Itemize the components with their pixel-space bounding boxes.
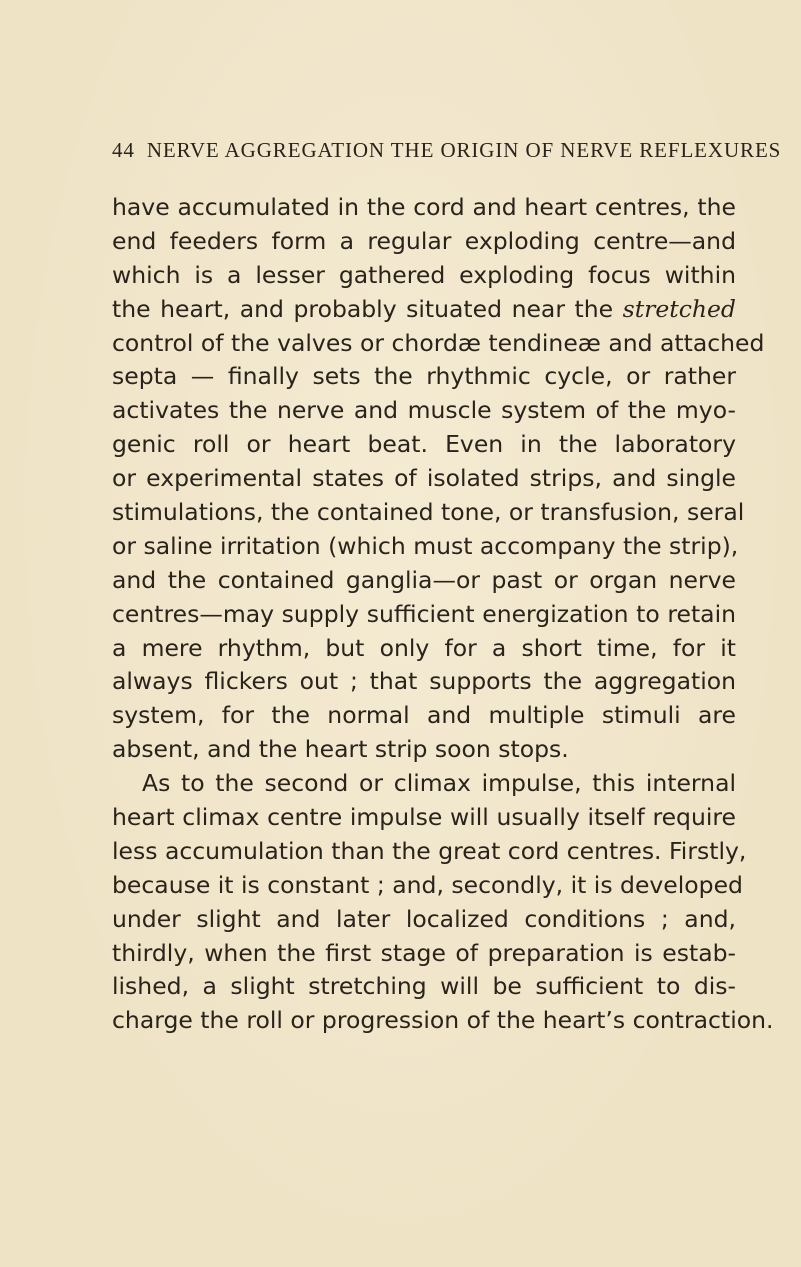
text-line-20: less accumulation than the great cord centres. Firstly, [112, 836, 747, 865]
text-line-19: heart climax centre impulse will usually itself require [112, 803, 736, 832]
text-line-17: absent, and the heart strip soon stops. [112, 735, 569, 764]
text-line-21: because it is constant ; and, secondly, it is developed [112, 870, 743, 899]
page-number: 44 [112, 138, 135, 162]
text-line-8: genic roll or heart beat. Even in the laboratory [112, 430, 736, 459]
text-line-3: which is a lesser gathered exploding focus within [112, 260, 736, 289]
text-line-4-prefix: the heart, and probably situated near the [112, 294, 614, 323]
text-line-14: a mere rhythm, but only for a short time, for it [112, 633, 736, 662]
text-line-18: As to the second or climax impulse, this internal [142, 769, 736, 798]
text-line-22: under slight and later localized conditions ; and, [112, 904, 736, 933]
italic-word-stretched: stretched [622, 294, 736, 323]
running-head [112, 138, 782, 163]
text-line-5: control of the valves or chordæ tendineæ and attached [112, 328, 765, 357]
text-line-2: end feeders form a regular exploding centre—and [112, 226, 736, 255]
text-line-23: thirdly, when the first stage of preparation is estab- [112, 938, 736, 967]
text-line-15: always flickers out ; that supports the aggregation [112, 667, 736, 696]
running-title: NERVE AGGREGATION THE ORIGIN OF NERVE REFLEXURES [146, 138, 782, 162]
body-text [112, 191, 774, 1038]
text-line-7: activates the nerve and muscle system of the myo- [112, 396, 736, 425]
text-line-12: and the contained ganglia—or past or organ nerve [112, 565, 736, 594]
text-line-11: or saline irritation (which must accompany the strip), [112, 531, 739, 560]
text-line-13: centres—may supply sufficient energization to retain [112, 599, 736, 628]
text-line-10: stimulations, the contained tone, or transfusion, seral [112, 498, 745, 527]
text-line-9: or experimental states of isolated strips, and single [112, 464, 736, 493]
text-line-24: lished, a slight stretching will be sufficient to dis- [112, 972, 736, 1001]
text-line-25: charge the roll or progression of the heart’s contraction. [112, 1006, 774, 1035]
text-line-16: system, for the normal and multiple stimuli are [112, 701, 736, 730]
text-line-4 [112, 293, 736, 327]
text-line-6: septa — finally sets the rhythmic cycle, or rather [112, 362, 736, 391]
text-line-1: have accumulated in the cord and heart centres, the [112, 193, 736, 221]
